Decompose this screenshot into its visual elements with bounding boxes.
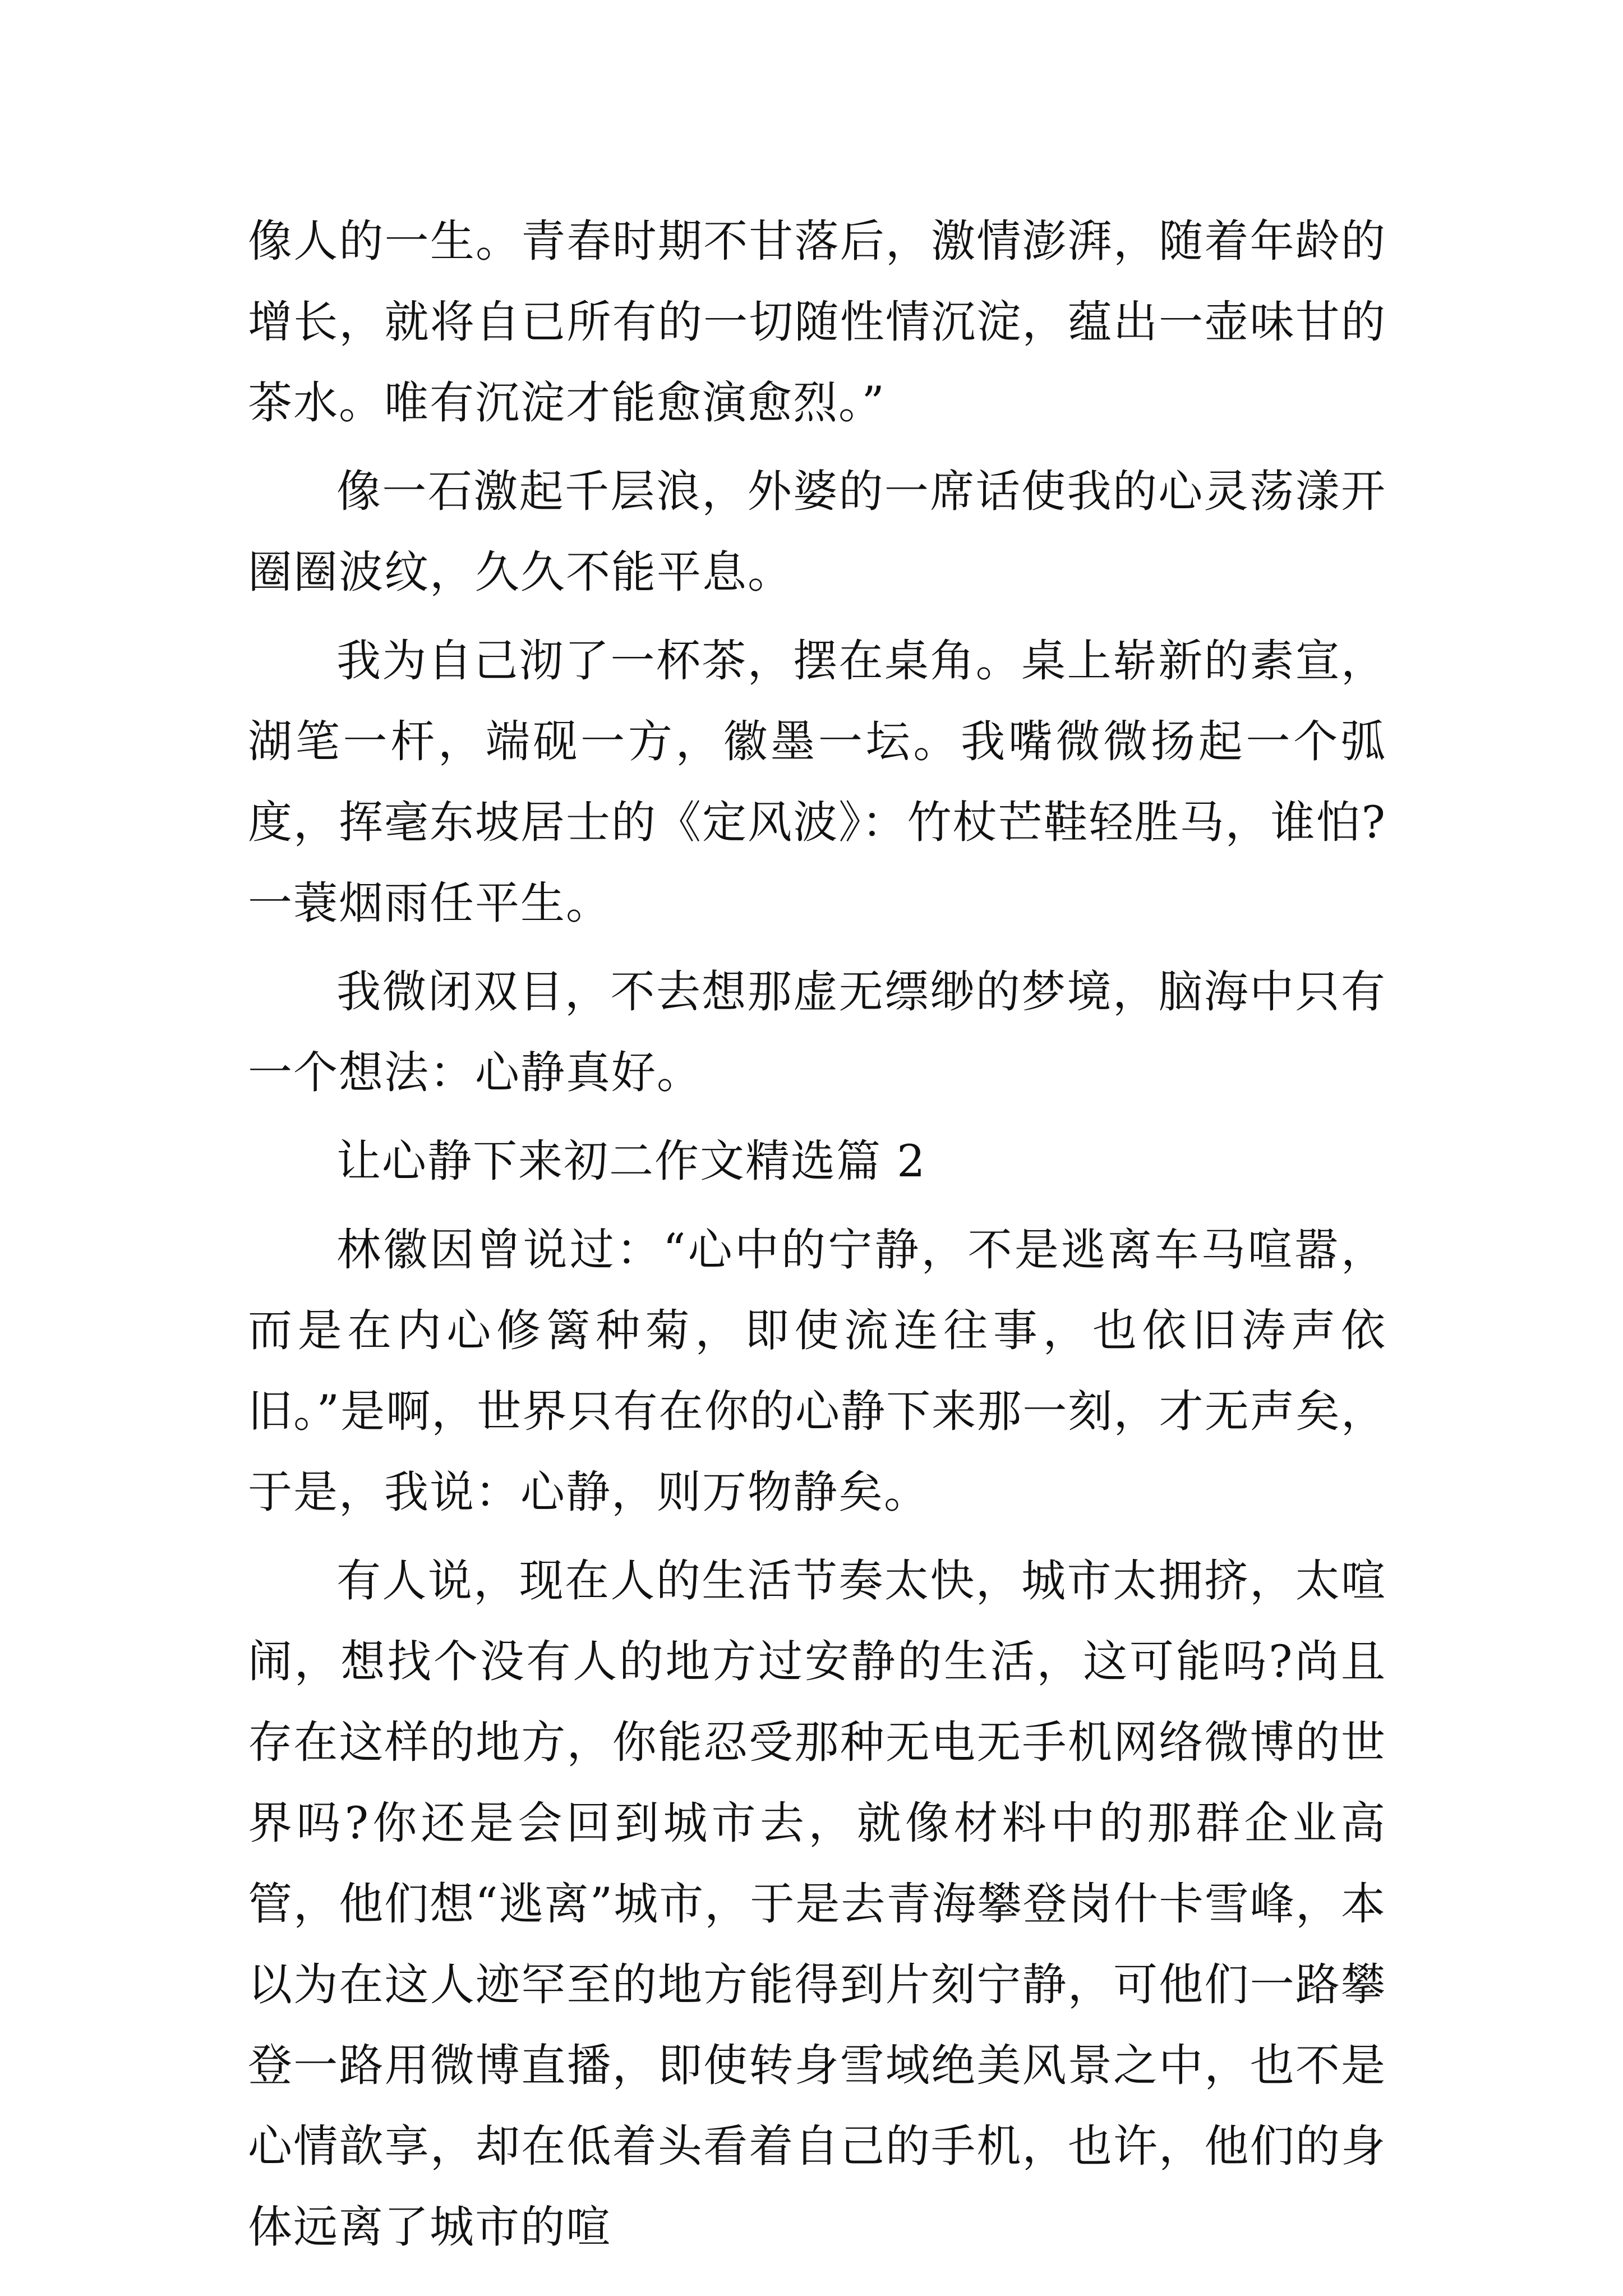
- section-heading: 让心静下来初二作文精选篇 2: [336, 1135, 926, 1187]
- paragraph: 我为自己沏了一杯茶，摆在桌角。桌上崭新的素宣，湖笔一杆，端砚一方，徽墨一坛。我嘴微微扬起一个弧度，挥毫东坡居士的《定风波》：竹杖芒鞋轻胜马，谁怕?一蓑烟雨任平生。: [248, 635, 1386, 929]
- paragraph: 林徽因曾说过：“心中的宁静，不是逃离车马喧嚣，而是在内心修篱种菊，即使流连往事，也依旧涛声依旧。”是啊，世界只有在你的心静下来那一刻，才无声矣，于是，我说：心静，则万物静矣。: [248, 1224, 1386, 1518]
- paragraph: 我微闭双目，不去想那虚无缥缈的梦境，脑海中只有一个想法：心静真好。: [248, 966, 1386, 1098]
- paragraph: 像一石激起千层浪，外婆的一席话使我的心灵荡漾开圈圈波纹，久久不能平息。: [248, 466, 1386, 598]
- paragraph: 有人说，现在人的生活节奏太快，城市太拥挤，太喧闹，想找个没有人的地方过安静的生活，这可能吗?尚且存在这样的地方，你能忍受那种无电无手机网络微博的世界吗?你还是会回到城市去，就像材料中的那群企业高管，他们想“逃离”城市，于是去青海攀登岗什卡雪峰，本以为在这人迹罕至的地方能得到片刻宁静，可他们一路攀登一路用微博直播，即使转身雪域绝美风景之中，也不是心情歆享，却在低着头看着自己的手机，也许，他们的身体远离了城市的喧: [248, 1555, 1386, 2253]
- essay-body: [248, 201, 1386, 2275]
- paragraph-continuation: 像人的一生。青春时期不甘落后，激情澎湃，随着年龄的增长，就将自已所有的一切随性情沉淀，蕴出一壶味甘的茶水。唯有沉淀才能愈演愈烈。”: [248, 215, 1386, 429]
